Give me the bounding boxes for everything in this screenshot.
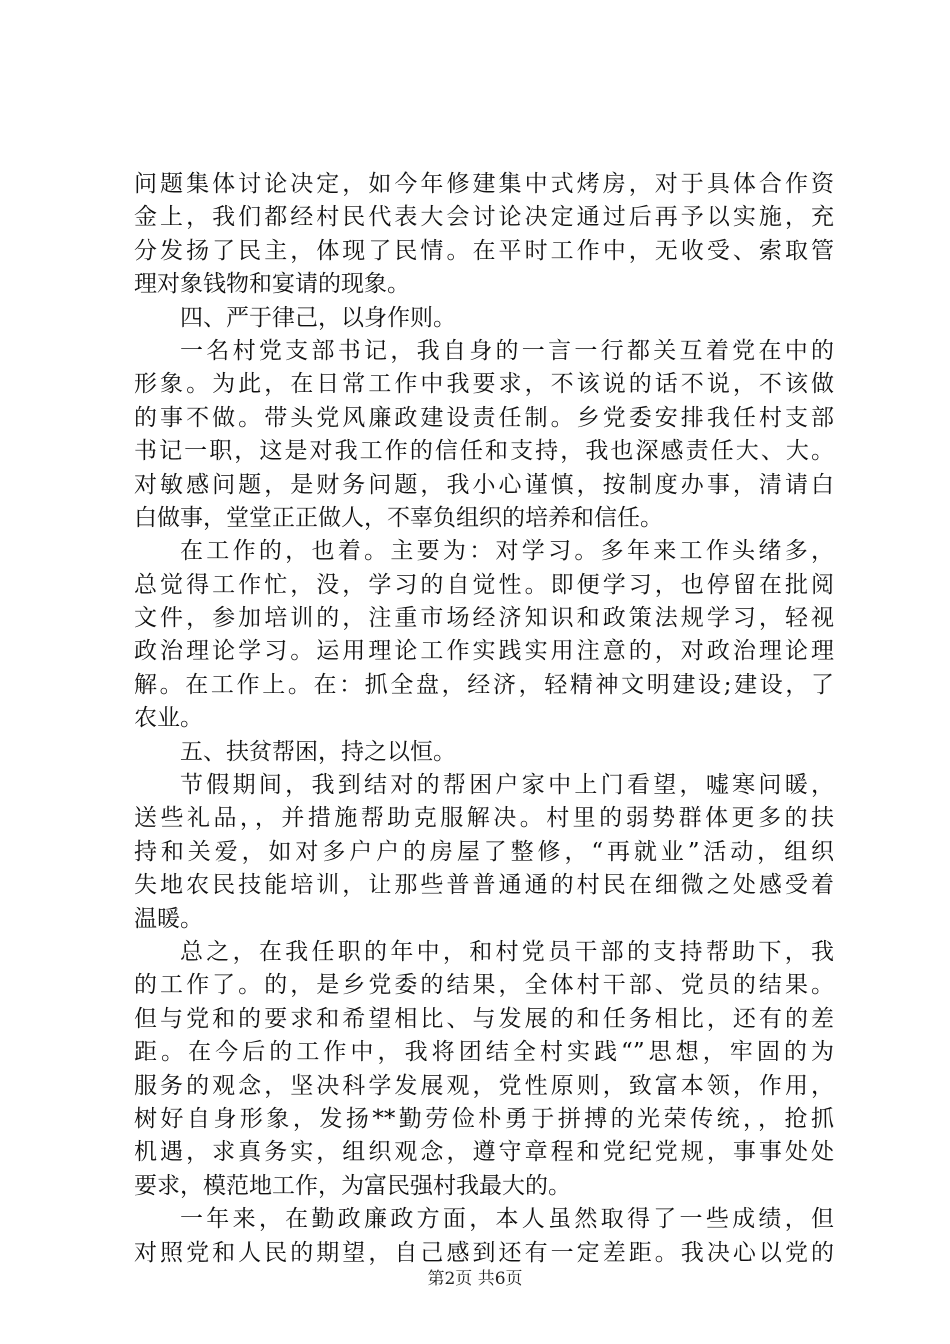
text-line: 的工作了。的，是乡党委的结果，全体村干部、党员的结果。 xyxy=(134,972,834,999)
text-line: 送些礼品，，并措施帮助克服解决。村里的弱势群体更多的扶 xyxy=(134,805,834,832)
text-line: 总之，在我任职的年中，和村党员干部的支持帮助下，我 xyxy=(180,938,834,965)
document-body xyxy=(134,168,834,1270)
text-line: 对敏感问题，是财务问题，我小心谨慎，按制度办事，清请白 xyxy=(134,471,834,498)
text-line: 在工作的，也着。主要为：对学习。多年来工作头绪多， xyxy=(180,538,834,565)
text-line: 政治理论学习。运用理论工作实践实用注意的，对政治理论理 xyxy=(134,638,834,665)
text-line: 一名村党支部书记，我自身的一言一行都关互着党在中的 xyxy=(180,337,834,364)
text-line: 农业。 xyxy=(134,705,203,732)
text-line: 机遇，求真务实，组织观念，遵守章程和党纪党规，事事处处 xyxy=(134,1139,834,1166)
text-line: 形象。为此，在日常工作中我要求，不该说的话不说，不该做 xyxy=(134,371,834,398)
text-line: 服务的观念，坚决科学发展观，党性原则，致富本领，作用， xyxy=(134,1072,834,1099)
text-line: 解。在工作上。在：抓全盘，经济，轻精神文明建设;建设，了 xyxy=(134,671,834,698)
text-line: 一年来，在勤政廉政方面，本人虽然取得了一些成绩，但 xyxy=(180,1206,834,1233)
text-line: 白做事，堂堂正正做人，不辜负组织的培养和信任。 xyxy=(134,504,663,531)
text-line: 但与党和的要求和希望相比、与发展的和任务相比，还有的差 xyxy=(134,1005,834,1032)
text-line: 对照党和人民的期望，自己感到还有一定差距。我决心以党的 xyxy=(134,1239,834,1266)
text-line: 总觉得工作忙，没，学习的自觉性。即便学习，也停留在批阅 xyxy=(134,571,834,598)
text-line: 树好自身形象，发扬**勤劳俭朴勇于拼搏的光荣传统，，抢抓 xyxy=(134,1105,834,1132)
text-line: 温暖。 xyxy=(134,905,203,932)
text-line: 书记一职，这是对我工作的信任和支持，我也深感责任大、大。 xyxy=(134,438,834,465)
text-line: 距。在今后的工作中，我将团结全村实践“”思想，牢固的为 xyxy=(134,1039,834,1066)
text-line: 理对象钱物和宴请的现象。 xyxy=(134,271,410,298)
text-line: 五、扶贫帮困，持之以恒。 xyxy=(180,738,456,765)
text-line: 节假期间，我到结对的帮困户家中上门看望，嘘寒问暖， xyxy=(180,772,834,799)
text-line: 四、严于律己，以身作则。 xyxy=(180,304,456,331)
text-line: 失地农民技能培训，让那些普普通通的村民在细微之处感受着 xyxy=(134,872,834,899)
text-line: 要求，模范地工作，为富民强村我最大的。 xyxy=(134,1172,571,1199)
text-line: 的事不做。带头党风廉政建设责任制。乡党委安排我任村支部 xyxy=(134,404,834,431)
text-line: 金上，我们都经村民代表大会讨论决定通过后再予以实施，充 xyxy=(134,204,834,231)
text-line: 问题集体讨论决定，如今年修建集中式烤房，对于具体合作资 xyxy=(134,171,834,197)
text-line: 文件，参加培训的，注重市场经济知识和政策法规学习，轻视 xyxy=(134,605,834,632)
text-line: 分发扬了民主，体现了民情。在平时工作中，无收受、索取管 xyxy=(134,237,834,264)
text-line: 持和关爱，如对多户户的房屋了整修，“再就业”活动，组织 xyxy=(134,838,834,865)
page-footer: 第2页 共6页 xyxy=(427,1269,523,1289)
